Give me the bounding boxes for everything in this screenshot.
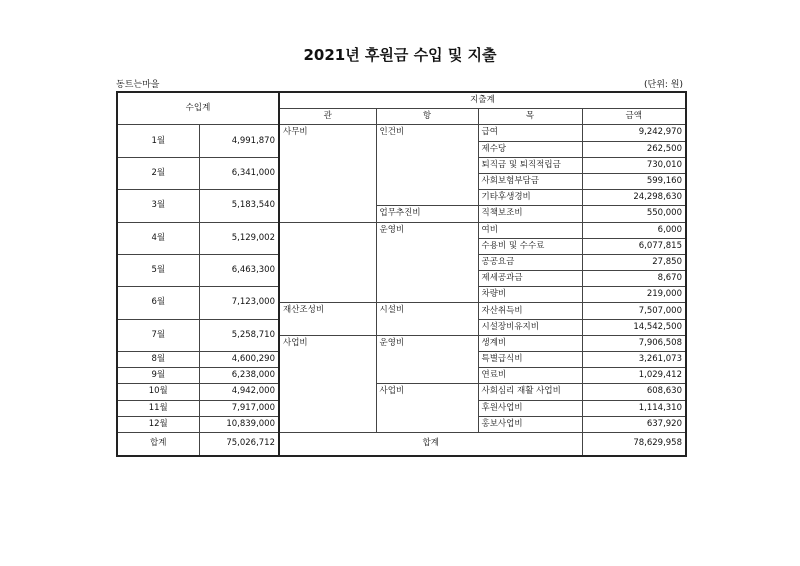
income-month: 4월 [117, 222, 199, 254]
expense-item-name: 시설장비유지비 [478, 319, 582, 335]
income-month: 7월 [117, 319, 199, 351]
expense-item-name: 여비 [478, 222, 582, 238]
expense-item-amount: 262,500 [582, 141, 686, 157]
expense-item-name: 수용비 및 수수료 [478, 238, 582, 254]
expense-total-value: 78,629,958 [582, 432, 686, 456]
expense-item-amount: 1,114,310 [582, 400, 686, 416]
hang-cell: 업무추진비 [376, 206, 478, 222]
hang-cell: 사업비 [376, 384, 478, 433]
kwan-header: 관 [279, 109, 376, 125]
kwan-cell: 사업비 [279, 335, 376, 432]
table-row [117, 384, 686, 400]
expense-item-name: 자산취득비 [478, 303, 582, 319]
expense-item-amount: 219,000 [582, 287, 686, 303]
expense-item-name: 연료비 [478, 368, 582, 384]
income-month: 9월 [117, 368, 199, 384]
income-expense-table [116, 91, 687, 457]
income-amount: 4,991,870 [199, 125, 279, 157]
expense-item-amount: 637,920 [582, 416, 686, 432]
table-row [117, 125, 686, 141]
expense-item-amount: 599,160 [582, 173, 686, 189]
income-month: 8월 [117, 352, 199, 368]
expense-item-amount: 550,000 [582, 206, 686, 222]
expense-item-name: 기타후생경비 [478, 190, 582, 206]
income-month: 2월 [117, 157, 199, 189]
income-month: 12월 [117, 416, 199, 432]
expense-item-amount: 24,298,630 [582, 190, 686, 206]
income-amount: 4,600,290 [199, 352, 279, 368]
expense-item-name: 퇴직금 및 퇴직적립금 [478, 157, 582, 173]
expense-item-name: 생계비 [478, 335, 582, 351]
income-amount: 10,839,000 [199, 416, 279, 432]
expense-total-label: 합계 [279, 432, 582, 456]
expense-item-name: 사회심리 재활 사업비 [478, 384, 582, 400]
income-total-label: 합계 [117, 432, 199, 456]
totals-row [117, 432, 686, 456]
expense-item-name: 차량비 [478, 287, 582, 303]
expense-item-amount: 6,077,815 [582, 238, 686, 254]
expense-item-amount: 3,261,073 [582, 352, 686, 368]
hang-cell: 운영비 [376, 335, 478, 384]
expense-item-amount: 9,242,970 [582, 125, 686, 141]
income-month: 5월 [117, 254, 199, 286]
expense-header: 지출계 [279, 92, 686, 109]
expense-item-name: 후원사업비 [478, 400, 582, 416]
page-title: 2021년 후원금 수입 및 지출 [303, 46, 497, 64]
expense-item-amount: 27,850 [582, 254, 686, 270]
kwan-cell: 재산조성비 [279, 303, 376, 335]
expense-item-name: 급여 [478, 125, 582, 141]
expense-item-amount: 608,630 [582, 384, 686, 400]
income-amount: 6,463,300 [199, 254, 279, 286]
header-row [117, 92, 686, 109]
expense-item-amount: 1,029,412 [582, 368, 686, 384]
income-amount: 7,123,000 [199, 287, 279, 319]
expense-item-name: 제세공과금 [478, 271, 582, 287]
amount-header: 금액 [582, 109, 686, 125]
unit-label: (단위: 원) [644, 80, 683, 90]
expense-item-name: 직책보조비 [478, 206, 582, 222]
hang-cell: 인건비 [376, 125, 478, 206]
expense-item-name: 제수당 [478, 141, 582, 157]
income-amount: 6,238,000 [199, 368, 279, 384]
income-amount: 4,942,000 [199, 384, 279, 400]
expense-item-name: 홍보사업비 [478, 416, 582, 432]
expense-item-amount: 7,507,000 [582, 303, 686, 319]
income-expense-table-wrapper [116, 91, 687, 457]
income-month: 11월 [117, 400, 199, 416]
expense-item-name: 특별급식비 [478, 352, 582, 368]
organization-name: 동트는마을 [116, 80, 160, 90]
income-month: 6월 [117, 287, 199, 319]
expense-item-name: 공공요금 [478, 254, 582, 270]
income-total-value: 75,026,712 [199, 432, 279, 456]
income-amount: 5,129,002 [199, 222, 279, 254]
expense-item-amount: 8,670 [582, 271, 686, 287]
mok-header: 목 [478, 109, 582, 125]
hang-cell: 운영비 [376, 222, 478, 303]
income-month: 3월 [117, 190, 199, 222]
expense-item-amount: 730,010 [582, 157, 686, 173]
table-row [117, 222, 686, 238]
expense-item-amount: 6,000 [582, 222, 686, 238]
income-amount: 7,917,000 [199, 400, 279, 416]
income-month: 10월 [117, 384, 199, 400]
hang-header: 항 [376, 109, 478, 125]
hang-cell: 시설비 [376, 303, 478, 335]
income-header: 수입계 [117, 92, 279, 125]
expense-item-name: 사회보험부담금 [478, 173, 582, 189]
kwan-cell-continued [279, 222, 376, 303]
expense-item-amount: 14,542,500 [582, 319, 686, 335]
expense-item-amount: 7,906,508 [582, 335, 686, 351]
kwan-cell: 사무비 [279, 125, 376, 222]
income-amount: 6,341,000 [199, 157, 279, 189]
income-amount: 5,183,540 [199, 190, 279, 222]
income-month: 1월 [117, 125, 199, 157]
income-amount: 5,258,710 [199, 319, 279, 351]
